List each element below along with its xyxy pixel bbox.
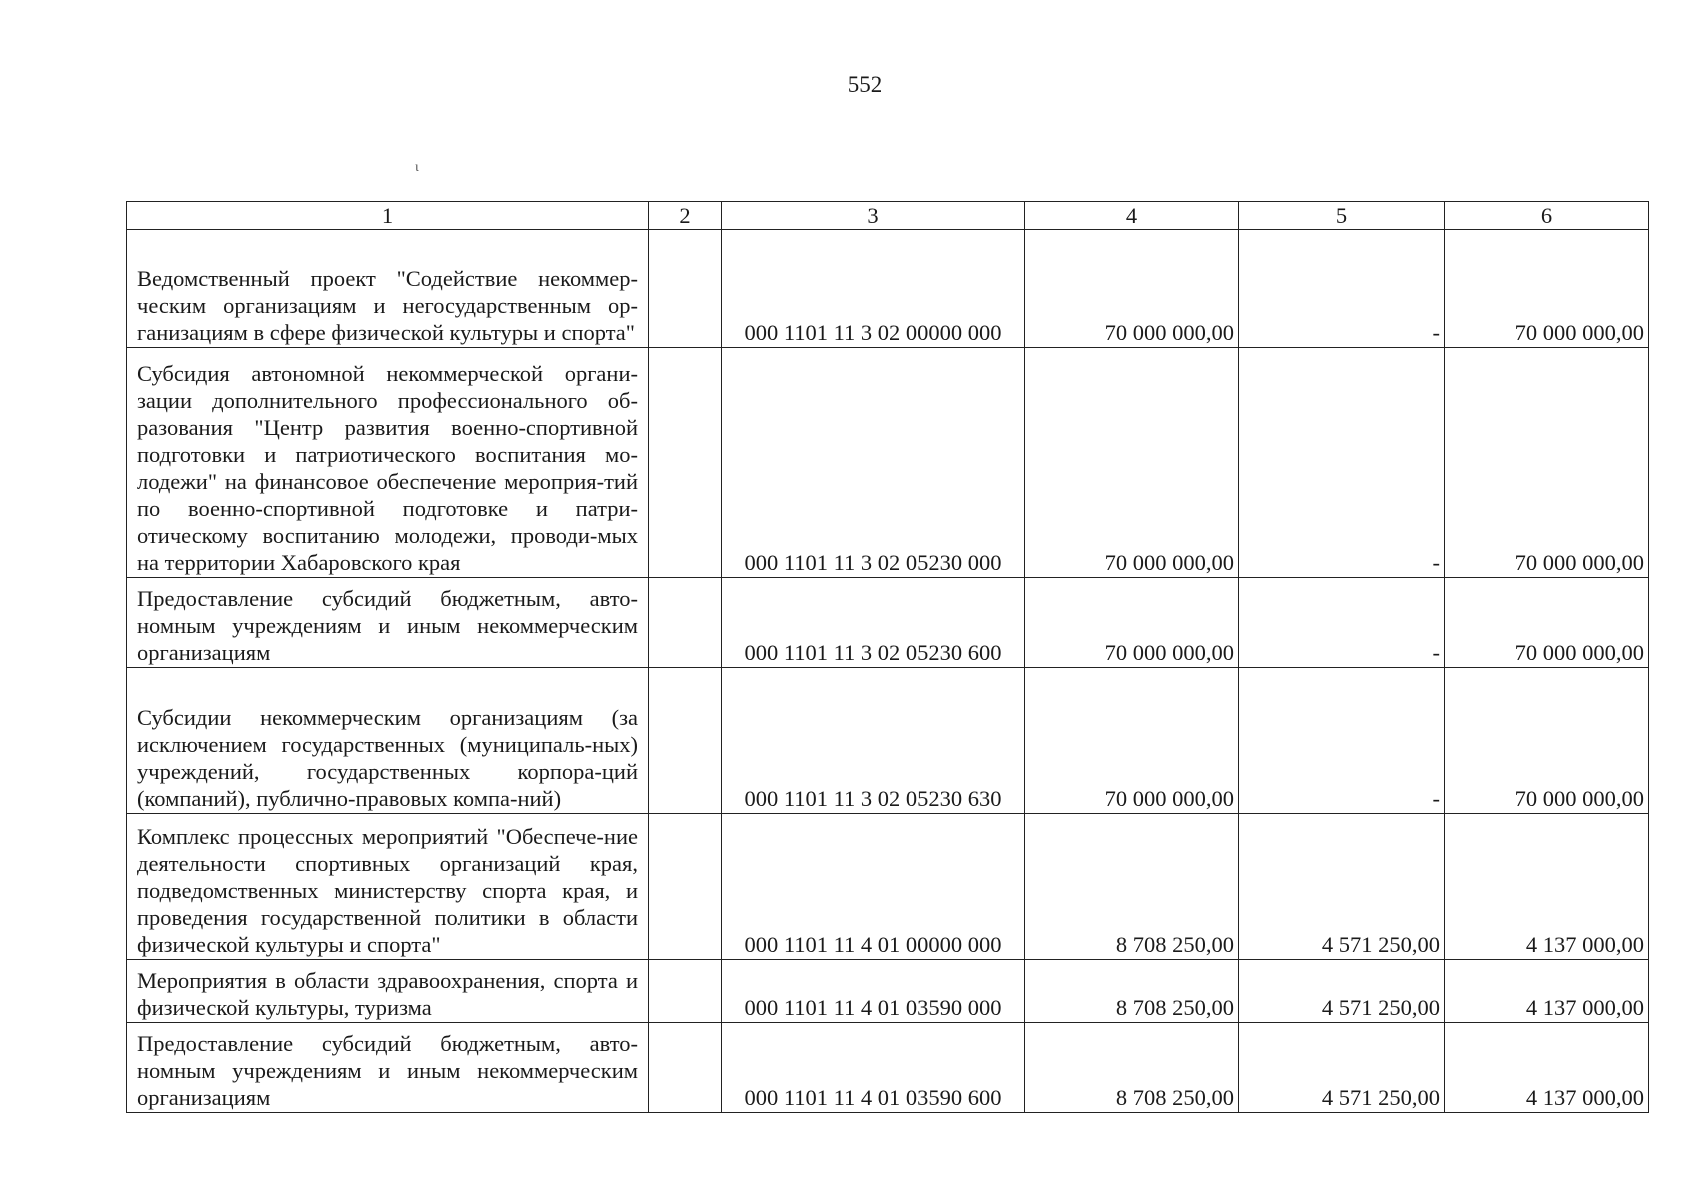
row-code: 000 1101 11 3 02 05230 000 xyxy=(722,348,1025,578)
header-cell-5: 5 xyxy=(1239,202,1445,230)
row-col6: 70 000 000,00 xyxy=(1445,348,1649,578)
table-row xyxy=(127,814,1649,960)
row-col5: 4 571 250,00 xyxy=(1239,960,1445,1023)
table-row xyxy=(127,960,1649,1023)
table-header-row xyxy=(127,202,1649,230)
row-col2 xyxy=(649,1023,722,1113)
row-name: Субсидии некоммерческим организациям (за исключением государственных (муниципаль-ных) учреждений, государственных корпора-ций (компаний), публично-правовых компа-ний) xyxy=(127,668,649,814)
table-row xyxy=(127,1023,1649,1113)
row-col2 xyxy=(649,668,722,814)
row-col6: 70 000 000,00 xyxy=(1445,230,1649,348)
row-col4: 70 000 000,00 xyxy=(1025,230,1239,348)
row-col5: - xyxy=(1239,348,1445,578)
row-code: 000 1101 11 4 01 03590 600 xyxy=(722,1023,1025,1113)
scan-mark: ι xyxy=(415,160,419,175)
page-number: 552 xyxy=(847,72,883,97)
row-col6: 70 000 000,00 xyxy=(1445,578,1649,668)
row-col5: 4 571 250,00 xyxy=(1239,1023,1445,1113)
table-row xyxy=(127,668,1649,814)
table-row xyxy=(127,348,1649,578)
header-cell-3: 3 xyxy=(722,202,1025,230)
row-name: Мероприятия в области здравоохранения, спорта и физической культуры, туризма xyxy=(127,960,649,1023)
header-cell-2: 2 xyxy=(649,202,722,230)
row-name: Предоставление субсидий бюджетным, авто-номным учреждениям и иным некоммерческим организациям xyxy=(127,578,649,668)
row-code: 000 1101 11 3 02 00000 000 xyxy=(722,230,1025,348)
row-col4: 8 708 250,00 xyxy=(1025,1023,1239,1113)
row-col5: 4 571 250,00 xyxy=(1239,814,1445,960)
header-cell-4: 4 xyxy=(1025,202,1239,230)
table-row xyxy=(127,578,1649,668)
row-col4: 70 000 000,00 xyxy=(1025,348,1239,578)
row-code: 000 1101 11 3 02 05230 630 xyxy=(722,668,1025,814)
row-name: Комплекс процессных мероприятий "Обеспече-ние деятельности спортивных организаций края, подведомственных министерству спорта края, и проведения государственной политики в области физической культуры и спорта" xyxy=(127,814,649,960)
row-col2 xyxy=(649,578,722,668)
row-col6: 4 137 000,00 xyxy=(1445,960,1649,1023)
row-col6: 4 137 000,00 xyxy=(1445,814,1649,960)
row-col5: - xyxy=(1239,578,1445,668)
row-col4: 8 708 250,00 xyxy=(1025,814,1239,960)
row-code: 000 1101 11 3 02 05230 600 xyxy=(722,578,1025,668)
row-code: 000 1101 11 4 01 00000 000 xyxy=(722,814,1025,960)
row-col4: 8 708 250,00 xyxy=(1025,960,1239,1023)
row-col5: - xyxy=(1239,668,1445,814)
row-col2 xyxy=(649,348,722,578)
row-col2 xyxy=(649,230,722,348)
row-col4: 70 000 000,00 xyxy=(1025,578,1239,668)
header-cell-1: 1 xyxy=(127,202,649,230)
row-col5: - xyxy=(1239,230,1445,348)
row-name: Субсидия автономной некоммерческой органи-зации дополнительного профессионального об-разования "Центр развития военно-спортивной подготовки и патриотического воспитания мо-лодежи" на финансовое обеспечение мероприя-тий по военно-спортивной подготовке и патри-отическому воспитанию молодежи, проводи-мых на территории Хабаровского края xyxy=(127,348,649,578)
row-name: Предоставление субсидий бюджетным, авто-номным учреждениям и иным некоммерческим организациям xyxy=(127,1023,649,1113)
row-col6: 4 137 000,00 xyxy=(1445,1023,1649,1113)
budget-table xyxy=(126,201,1649,1113)
row-col6: 70 000 000,00 xyxy=(1445,668,1649,814)
row-col4: 70 000 000,00 xyxy=(1025,668,1239,814)
row-col2 xyxy=(649,960,722,1023)
row-code: 000 1101 11 4 01 03590 000 xyxy=(722,960,1025,1023)
row-name: Ведомственный проект "Содействие некоммер-ческим организациям и негосударственным ор-ганизациям в сфере физической культуры и спорта" xyxy=(127,230,649,348)
row-col2 xyxy=(649,814,722,960)
header-cell-6: 6 xyxy=(1445,202,1649,230)
table-row xyxy=(127,230,1649,348)
